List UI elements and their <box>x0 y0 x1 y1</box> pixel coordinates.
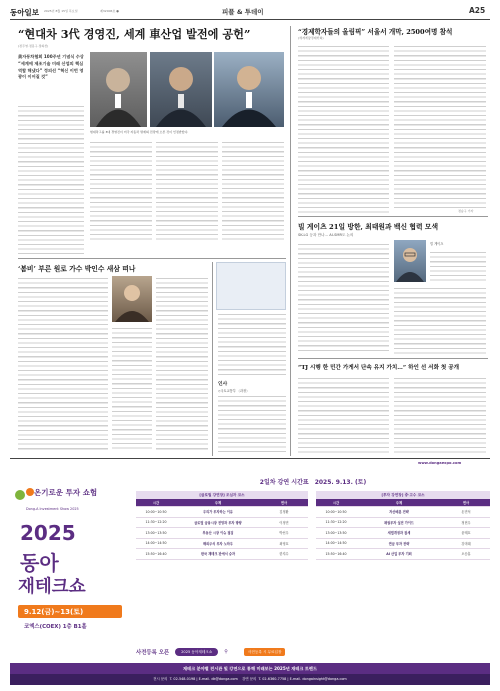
hall-a-row <box>136 507 308 518</box>
hall-a-title: [글로벌 강연장] 조심자 코스 <box>136 491 308 499</box>
hall-a-col-time: 시간 <box>152 501 160 505</box>
bottom-right-body-col2 <box>394 376 486 454</box>
issue-number: 제32006호 ● <box>100 9 119 13</box>
registration-note: 사전등록 시 무료입장 <box>244 648 286 656</box>
hall-b-speaker: 손민석 <box>461 510 471 515</box>
hall-a-topic: 부동산 시장 이슈 점검 <box>202 531 234 536</box>
hall-a-topic: 글로벌 금융시장 전망과 투자 방향 <box>194 520 242 525</box>
main-body-col2 <box>90 140 152 240</box>
hall-b-row <box>316 549 490 560</box>
right-mid-body-col3 <box>394 286 486 354</box>
hall-b-topic: 세법개정과 절세 <box>387 531 411 536</box>
bottom-left-headline: ‘봄비’ 부른 원로 가수 박인수 새삼 떠나 <box>18 265 136 273</box>
promo-big-year: 2025 <box>20 521 76 545</box>
hall-a-row <box>136 549 308 560</box>
hall-b-row <box>316 539 490 550</box>
promo-ad <box>10 461 490 687</box>
mid-divider <box>212 262 213 456</box>
portrait-park-insoo <box>112 276 152 322</box>
portrait-chung-euisun <box>214 52 284 127</box>
hall-b-topic: 자산배분 전략 <box>389 510 409 515</box>
newspaper-logo: 동아일보 <box>10 8 39 17</box>
hall-b-speaker: 강미래 <box>461 541 471 546</box>
hall-a-header <box>136 499 308 507</box>
hall-b-col-topic: 주제 <box>395 501 403 505</box>
hall-b-table <box>316 491 490 560</box>
hall-a-table <box>136 491 308 560</box>
portrait-chung-juyung <box>90 52 147 127</box>
hall-b-title: [투자 강연장] 중·고수 코스 <box>316 491 490 499</box>
hall-b-col-speaker: 연사 <box>462 501 470 505</box>
issue-date: 2025년 8월 15일 목요일 <box>44 9 78 13</box>
hall-b-row <box>316 518 490 529</box>
bottom-left-body-col1 <box>18 276 108 452</box>
hall-b-col-time: 시간 <box>332 501 340 505</box>
promo-big-show: 재테크쇼 <box>18 577 86 597</box>
promo-strip-blue <box>216 262 286 310</box>
ad-top-rule <box>10 458 490 459</box>
portrait-chung-mongkoo <box>150 52 212 127</box>
hall-b-topic: 채권투자 실전 가이드 <box>384 520 414 525</box>
hall-a-col-speaker: 연사 <box>280 501 288 505</box>
hall-a-speaker: 김정환 <box>279 510 289 515</box>
right-top-headline: “경제학자들의 올림픽” 서울서 개막, 2500여명 참석 <box>298 28 453 36</box>
hall-b-topic: AI 산업 투자 기회 <box>386 552 412 557</box>
hall-b-time: 11:30~12:20 <box>325 520 347 525</box>
bottom-left-body-col3 <box>156 276 208 452</box>
hall-a-time: 10:00~10:50 <box>145 509 167 514</box>
hall-a-topic: 우리가 투자하는 이유 <box>203 510 233 515</box>
hall-a-row <box>136 518 308 529</box>
hall-a-speaker: 한지수 <box>279 552 289 557</box>
personnel-item-1: ◇국토교통부 〈과장〉 <box>218 389 250 393</box>
hall-a-row <box>136 539 308 550</box>
schedule-date: 2025. 9.13. (토) <box>314 478 367 486</box>
main-body-col4 <box>222 140 284 240</box>
main-dek: 美자동차협회 100주년 기념식 수상 “세계에 제조기술 미래 산업의 핵심 역할 해냈다” 정의선 “혁신 이번 영광이 이어질 것” <box>18 54 84 80</box>
bottom-right-headline: “TJ 시행 한 민간 가게서 단속 유지 가치…” 하인 선 서화 첫 공개 <box>298 365 460 371</box>
hall-b-speaker: 정현우 <box>461 520 471 525</box>
right-top-author: 정승구 기자 <box>458 209 474 213</box>
masthead-rule <box>10 19 490 20</box>
promo-url[interactable]: www.dongaexpo.com <box>418 461 462 465</box>
gates-caption: 빌 게이츠 <box>430 242 444 246</box>
right-top-subhead: (세계계량경제학회) <box>298 36 324 40</box>
bottom-right-body-col1 <box>298 376 389 454</box>
right-top-body-col1 <box>298 44 389 214</box>
column-divider <box>290 26 291 456</box>
promo-footer-contacts: 전시 문의 T. 02-548-0198 | E-mail. dk@donga.com 강연 문의 T. 02-6360-7758 | E-mail. dongainsight@donga.com <box>10 674 490 685</box>
hall-a-speaker: 이정민 <box>279 520 289 525</box>
registration-label: 사전등록 오픈 <box>136 650 170 656</box>
right-top-rule <box>298 216 488 217</box>
promo-event-en: Dong-A Investment Show 2025 <box>26 507 79 511</box>
hall-a-col-topic: 주제 <box>214 501 222 505</box>
hall-a-topic: 한국 재테크 판에서 승자 <box>200 552 236 557</box>
mid-strip-text <box>218 312 286 376</box>
personnel-title: 인사 <box>218 382 228 387</box>
hall-b-time: 10:00~10:50 <box>325 509 347 514</box>
right-mid-subhead: SK-LG 등과 만나… AI-SMR도 논의 <box>298 233 354 237</box>
portrait-bill-gates <box>394 240 426 282</box>
main-subhead: (정주영·정몽구·정의선) <box>18 44 49 48</box>
right-mid-headline: 빌 게이츠 21일 방한, 최태원과 백신 협력 모색 <box>298 223 439 231</box>
hall-b-time: 13:00~13:50 <box>325 530 347 535</box>
promo-brand-panel <box>10 469 130 659</box>
main-body-col3 <box>156 140 218 240</box>
bottom-left-body-col2 <box>112 326 152 452</box>
right-top-body-col2 <box>394 44 486 210</box>
hall-a-row <box>136 528 308 539</box>
hall-a-time: 14:00~14:50 <box>145 541 167 546</box>
right-mid-body-col2 <box>430 250 486 282</box>
hall-a-topic: 해외주식 투자 노하우 <box>203 541 233 546</box>
hall-b-time: 14:00~14:50 <box>325 541 347 546</box>
schedule-title: 2일차 강연 시간표 <box>259 478 309 486</box>
promo-logo-text: 온기로운 투자 쇼험 <box>34 488 98 497</box>
search-icon: ⚲ <box>224 649 228 655</box>
section-title: 피플 & 투데이 <box>222 8 264 16</box>
hall-b-header <box>316 499 490 507</box>
hall-b-topic: 연금 투자 전략 <box>388 541 410 546</box>
hall-b-speaker: 오승훈 <box>461 552 471 557</box>
registration-bar <box>136 645 490 659</box>
main-body-col1 <box>18 104 84 254</box>
main-headline: “현대차 3代 경영진, 세계 車산업 발전에 공헌” <box>18 27 251 41</box>
hall-a-time: 11:30~12:20 <box>145 520 167 525</box>
hall-b-row <box>316 528 490 539</box>
masthead <box>0 0 500 24</box>
hall-a-speaker: 박선우 <box>279 531 289 536</box>
hall-b-speaker: 윤태호 <box>461 531 471 536</box>
promo-footer-main: 재테크 분야별 전시관 및 강연으로 통해 미래보는 2025년 재테크 트렌드 <box>10 663 490 674</box>
right-mid-rule <box>298 358 488 359</box>
main-photo-caption: 현대차그룹 3대 경영진이 미국 자동차 명예의 전당에 오른 것이 인정받았다. <box>90 130 189 134</box>
promo-big-donga: 동아 <box>20 551 59 575</box>
right-mid-body-col1 <box>298 242 389 354</box>
promo-venue: 코엑스(COEX) 1층 B1홀 <box>24 624 87 630</box>
hall-b-row <box>316 507 490 518</box>
hall-a-time: 15:50~16:40 <box>145 551 167 556</box>
schedule-header <box>136 475 490 487</box>
page-number: A25 <box>469 6 486 15</box>
main-bottom-rule <box>18 258 286 259</box>
hall-a-speaker: 최영호 <box>279 541 289 546</box>
hall-b-time: 15:50~16:40 <box>325 551 347 556</box>
personnel-body <box>218 394 286 452</box>
promo-dates: 9.12(금)~13(토) <box>24 608 84 616</box>
registration-button[interactable]: 2025 동아재테크쇼 <box>175 648 218 656</box>
hall-a-time: 13:00~13:50 <box>145 530 167 535</box>
